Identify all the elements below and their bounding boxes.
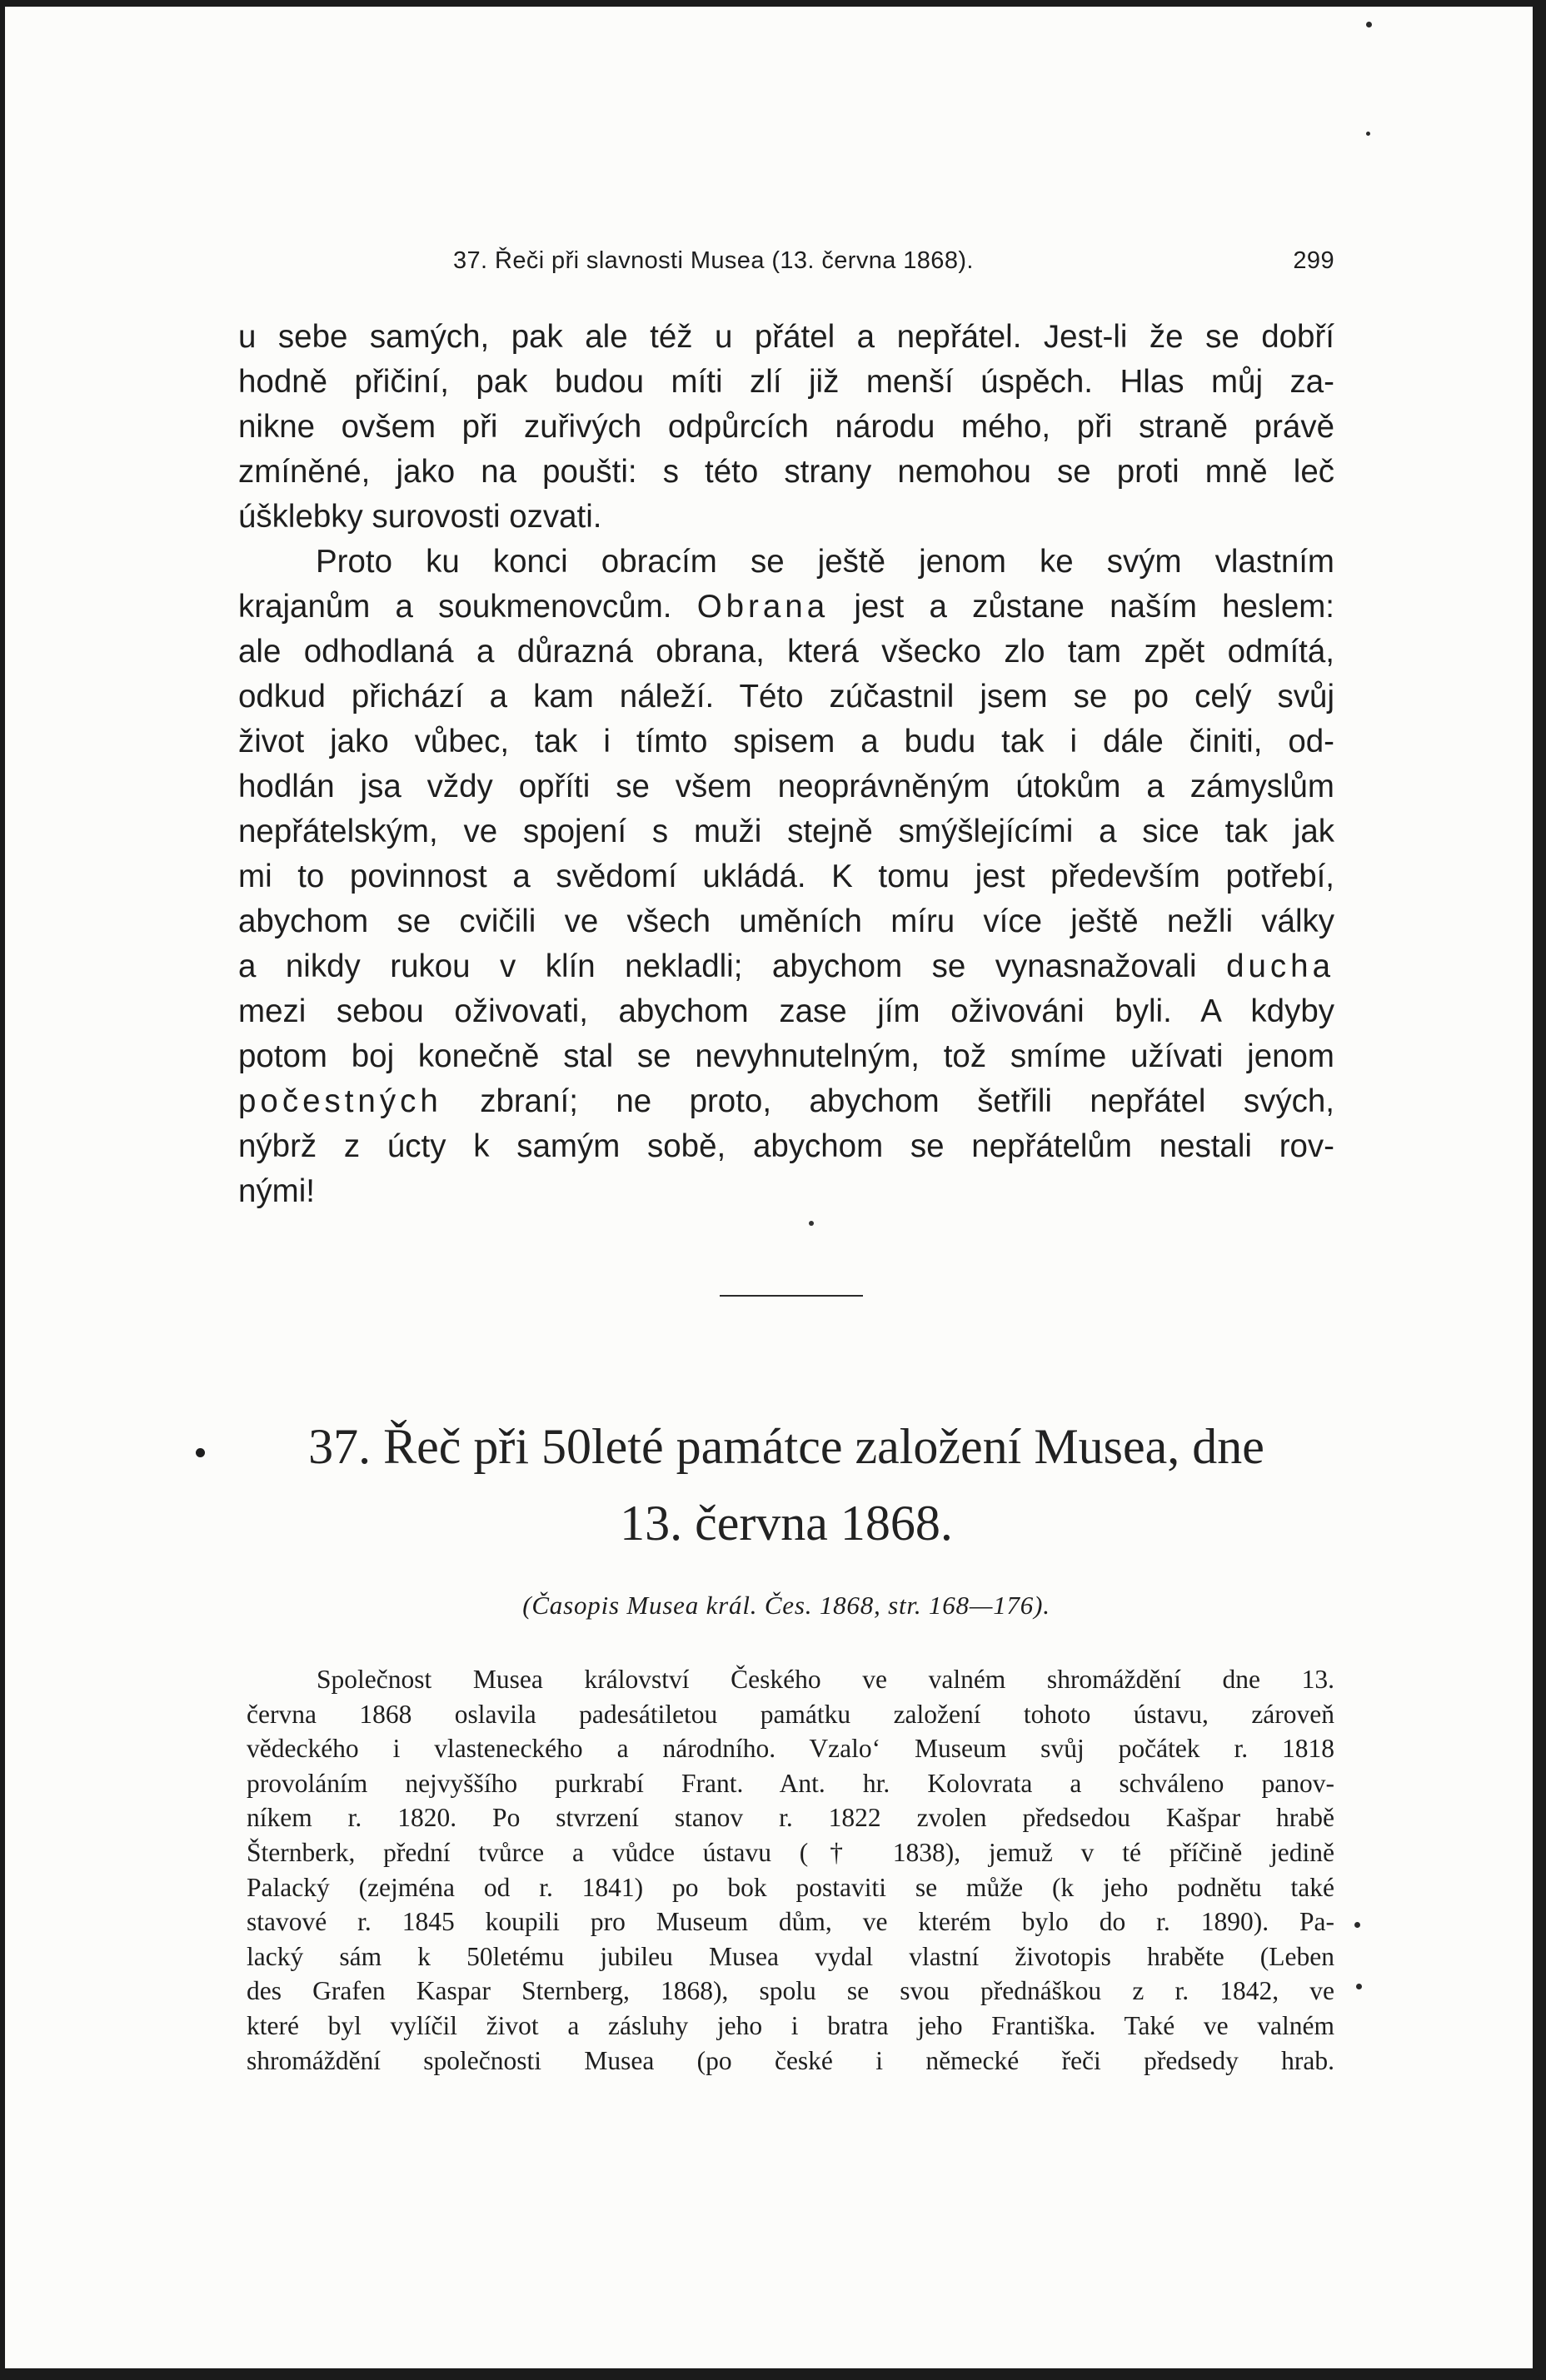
text-line: potom boj konečně stal se nevyhnutelným, tož smíme užívati jenom [238,1038,1334,1074]
heading-line: 37. Řeč při 50leté památce založení Musea, dne [308,1419,1264,1474]
text-fragment: krajanům a soukmenovcům. [238,589,672,625]
text-line: hodně přičiní, pak budou míti zlí již menší úspěch. Hlas můj za- [238,364,1334,400]
text-fragment: jest a zůstane naším heslem: [854,589,1334,625]
note-line: níkem r. 1820. Po stvrzení stanov r. 1822 zvolen předsedou Kašpar hrabě [247,1803,1334,1833]
note-line: stavové r. 1845 koupili pro Museum dům, ve kterém bylo do r. 1890). Pa- [247,1907,1334,1937]
text-line: hodlán jsa vždy opříti se všem neoprávněným útokům a zámyslům [238,769,1334,804]
note-line: Společnost Musea království Českého ve valném shromáždění dne 13. [317,1665,1334,1694]
text-line: zmíněné, jako na poušti: s této strany nemohou se proti mně leč [238,454,1334,490]
emphasis-ducha: ducha [1226,949,1335,984]
text-line: nikne ovšem při zuřivých odpůrcích národu mého, při straně právě [238,409,1334,445]
text-line: ale odhodlaná a důrazná obrana, která všecko zlo tam zpět odmítá, [238,634,1334,670]
emphasis-pocestnych: počestných [238,1083,442,1119]
text-line [238,1079,1334,1124]
note-line: lacký sám k 50letému jubileu Musea vydal vlastní životopis hraběte (Leben [247,1941,1334,1971]
binding-speck [1366,22,1372,27]
text-line: nými! [238,1173,315,1209]
text-line: úšklebky surovosti ozvati. [238,499,602,535]
note-line: června 1868 oslavila padesátiletou památku založení tohoto ústavu, zároveň [247,1699,1334,1729]
text-line: u sebe samých, pak ale též u přátel a nepřátel. Jest-li že se dobří [238,319,1334,355]
text-line: život jako vůbec, tak i tímto spisem a budu tak i dále činiti, od- [238,724,1334,759]
stray-dot [809,1221,814,1226]
text-line [238,585,1334,630]
speech-heading [240,1408,1333,1561]
note-line: Šternberk, přední tvůrce a vůdce ústavu († 1838), jemuž v té příčině jedině [247,1837,1334,1867]
running-head [453,240,1334,281]
running-head-title: 37. Řeči při slavnosti Musea (13. června 1868). [453,247,974,274]
note-line: des Grafen Kaspar Sternberg, 1868), spolu se svou přednáškou z r. 1842, ve [247,1976,1334,2006]
text-line: mi to povinnost a svědomí ukládá. K tomu jest především potřebí, [238,859,1334,894]
note-line: vědeckého i vlasteneckého a národního. Vzalo‘ Museum svůj počátek r. 1818 [247,1734,1334,1764]
text-line: nýbrž z úcty k samým sobě, abychom se nepřátelům nestali rov- [238,1128,1334,1164]
note-line: Palacký (zejména od r. 1841) po bok postaviti se může (k jeho podnětu také [247,1872,1334,1902]
note-line: které byl vylíčil život a zásluhy jeho i bratra jeho Františka. Také ve valném [247,2010,1334,2040]
text-line: odkud přichází a kam náleží. Této zúčastnil jsem se po celý svůj [238,679,1334,714]
text-fragment: a nikdy rukou v klín nekladli; abychom se vynasnažovali [238,949,1197,984]
binding-speck [1356,1984,1362,1989]
page-number: 299 [1293,247,1334,274]
text-line: mezi sebou oživovati, abychom zase jím oživováni byli. A kdyby [238,993,1334,1029]
book-page [5,7,1533,2368]
binding-speck [1366,132,1370,136]
text-line: Proto ku konci obracím se ještě jenom ke svým vlastním [316,544,1334,580]
text-line [238,944,1334,989]
section-separator [720,1295,863,1297]
note-line: shromáždění společnosti Musea (po české i německé řeči předsedy hrab. [247,2045,1334,2075]
binding-speck [1354,1922,1360,1928]
emphasis-obrana: Obrana [696,589,830,625]
text-fragment: zbraní; ne proto, abychom šetřili nepřátel svých, [480,1083,1335,1119]
heading-line: 13. června 1868. [620,1496,953,1551]
text-line: abychom se cvičili ve všech uměních míru více ještě nežli války [238,904,1334,939]
speech-text-continuation [238,315,1334,1214]
note-line: provoláním nejvyššího purkrabí Frant. Ant. hr. Kolovrata a schváleno panov- [247,1768,1334,1798]
margin-bullet [196,1448,205,1457]
source-citation: (Časopis Musea král. Čes. 1868, str. 168—176). [522,1591,1050,1620]
text-line: nepřátelským, ve spojení s muži stejně smýšlejícími a sice tak jak [238,814,1334,849]
editorial-note [247,1662,1334,2078]
